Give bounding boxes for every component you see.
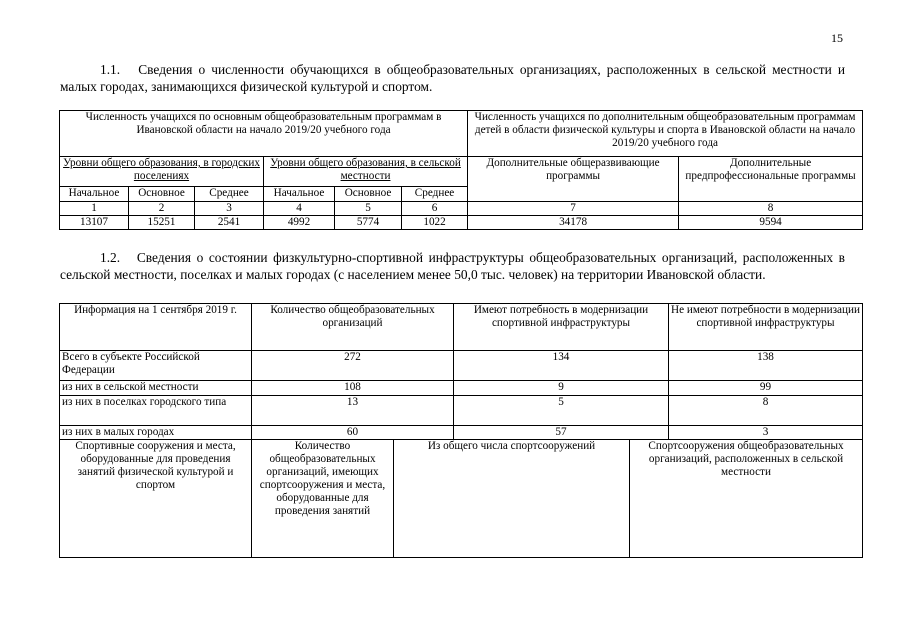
- org-count-cell: 108: [252, 381, 454, 396]
- header-no-need-modernization: Не имеют потребности в модернизации спортивной инфраструктуры: [669, 304, 863, 351]
- value-cell: 1022: [402, 216, 468, 230]
- sub-level: Начальное: [264, 187, 335, 202]
- header-info-date: Информация на 1 сентября 2019 г.: [60, 304, 252, 351]
- row-label: Всего в субъекте Российской Федерации: [60, 351, 252, 381]
- section-2-heading: [60, 249, 845, 283]
- column-number: 6: [402, 202, 468, 216]
- value-cell: 15251: [129, 216, 195, 230]
- students-table: [59, 110, 863, 230]
- column-number: 4: [264, 202, 335, 216]
- header-main-programs: Численность учащихся по основным общеобразовательным программам в Ивановской области на начало 2019/20 учебного года: [60, 111, 468, 157]
- value-cell: 13107: [60, 216, 129, 230]
- row-label: из них в сельской местности: [60, 381, 252, 396]
- column-number: 5: [335, 202, 402, 216]
- value-cell: 9594: [679, 216, 863, 230]
- no-need-cell: 3: [669, 426, 863, 440]
- need-cell: 57: [454, 426, 669, 440]
- row-label: из них в малых городах: [60, 426, 252, 440]
- sub-level: Начальное: [60, 187, 129, 202]
- need-cell: 9: [454, 381, 669, 396]
- header-urban-levels: Уровни общего образования, в городских поселениях: [60, 157, 264, 187]
- org-count-cell: 272: [252, 351, 454, 381]
- column-number: 7: [468, 202, 679, 216]
- facilities-total-header: Из общего числа спортсооружений: [394, 440, 630, 558]
- section-2-number: 1.2.: [100, 250, 121, 265]
- section-2-title: Сведения о состоянии физкультурно-спортивной инфраструктуры общеобразовательных организаций, расположенных в сельской местности, поселках и малых городах (с населением менее 50,0 тыс. человек) на территории Ивановской области.: [60, 250, 845, 282]
- need-cell: 134: [454, 351, 669, 381]
- column-number: 3: [195, 202, 264, 216]
- no-need-cell: 138: [669, 351, 863, 381]
- column-number: 2: [129, 202, 195, 216]
- header-additional-preprof: Дополнительные предпрофессиональные программы: [679, 157, 863, 202]
- row-label: из них в поселках городского типа: [60, 396, 252, 426]
- column-number: 8: [679, 202, 863, 216]
- value-cell: 34178: [468, 216, 679, 230]
- org-count-cell: 60: [252, 426, 454, 440]
- value-cell: 4992: [264, 216, 335, 230]
- need-cell: 5: [454, 396, 669, 426]
- sub-level: Среднее: [195, 187, 264, 202]
- header-org-count: Количество общеобразовательных организаций: [252, 304, 454, 351]
- section-1-title: Сведения о численности обучающихся в общеобразовательных организациях, расположенных в сельской местности и малых городах, занимающихся физической культурой и спортом.: [60, 62, 846, 94]
- value-cell: 2541: [195, 216, 264, 230]
- page-number: 15: [831, 31, 843, 45]
- header-additional-general: Дополнительные общеразвивающие программы: [468, 157, 679, 202]
- org-count-cell: 13: [252, 396, 454, 426]
- sub-level: Основное: [335, 187, 402, 202]
- no-need-cell: 99: [669, 381, 863, 396]
- sub-level: Среднее: [402, 187, 468, 202]
- no-need-cell: 8: [669, 396, 863, 426]
- header-rural-levels: Уровни общего образования, в сельской местности: [264, 157, 468, 187]
- infrastructure-table: [59, 303, 863, 558]
- facilities-org-count-header: Количество общеобразовательных организаций, имеющих спортсооружения и места, оборудованные для проведения занятий: [252, 440, 394, 558]
- value-cell: 5774: [335, 216, 402, 230]
- facilities-rural-header: Спортсооружения общеобразовательных организаций, расположенных в сельской местности: [630, 440, 863, 558]
- sub-level: Основное: [129, 187, 195, 202]
- section-1-heading: [60, 61, 845, 95]
- section-1-number: 1.1.: [100, 62, 121, 77]
- facilities-header: Спортивные сооружения и места, оборудованные для проведения занятий физической культурой и спортом: [60, 440, 252, 558]
- column-number: 1: [60, 202, 129, 216]
- header-need-modernization: Имеют потребность в модернизации спортивной инфраструктуры: [454, 304, 669, 351]
- header-additional-programs: Численность учащихся по дополнительным общеобразовательным программам детей в области физической культуры и спорта в Ивановской области на начало 2019/20 учебного года: [468, 111, 863, 157]
